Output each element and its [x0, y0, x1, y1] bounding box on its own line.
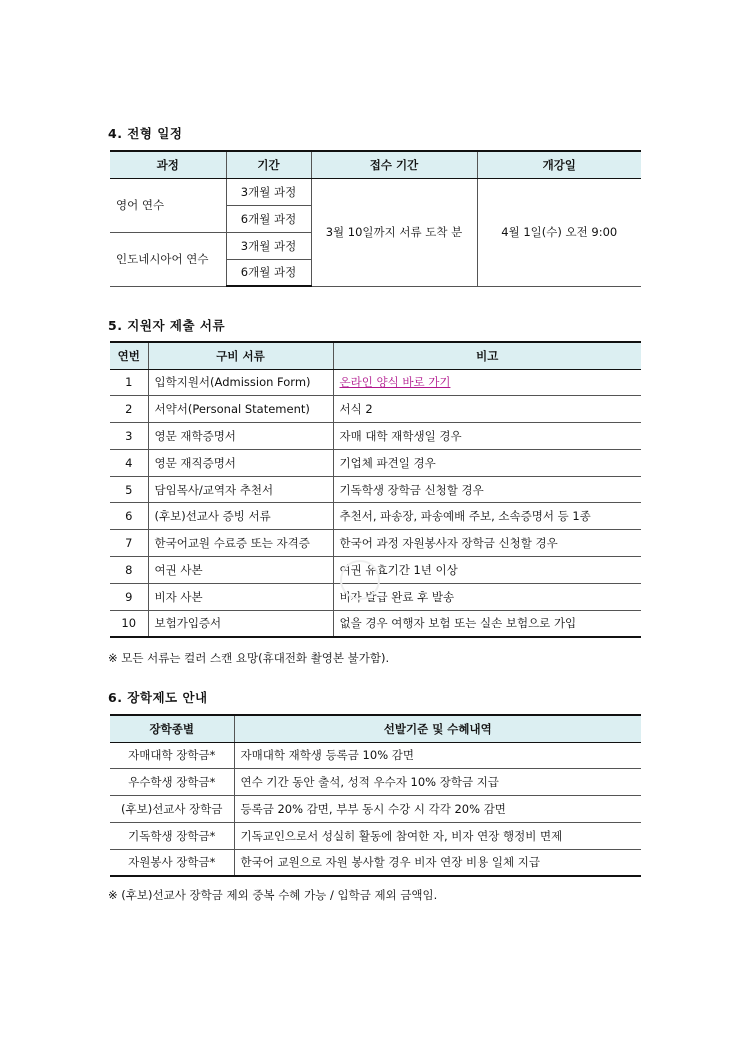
document-name: 여권 사본 [148, 557, 333, 584]
section-4-title: 4. 전형 일정 [108, 126, 183, 141]
table-row [110, 503, 641, 530]
remark-cell: 없을 경우 여행자 보험 또는 실손 보험으로 가입 [333, 610, 641, 637]
scholarship-type: 우수학생 장학금* [110, 769, 234, 796]
header-course: 과정 [110, 151, 226, 178]
table-row [110, 369, 641, 396]
remark-cell: 비자 발급 완료 후 발송 [333, 583, 641, 610]
scholarship-footnote: ※ (후보)선교사 장학금 제외 중복 수혜 가능 / 입학금 제외 금액임. [108, 888, 438, 902]
document-name: 보험가입증서 [148, 610, 333, 637]
document-name: 비자 사본 [148, 583, 333, 610]
row-number: 8 [110, 557, 148, 584]
period-cell: 3개월 과정 [226, 178, 311, 205]
table-row [110, 610, 641, 637]
course-indonesian: 인도네시아어 연수 [110, 232, 226, 286]
section-6-title: 6. 장학제도 안내 [108, 690, 208, 705]
row-number: 7 [110, 530, 148, 557]
row-number: 10 [110, 610, 148, 637]
schedule-table [110, 150, 641, 287]
table-row [110, 849, 641, 876]
scholarship-desc: 등록금 20% 감면, 부부 동시 수강 시 각각 20% 감면 [234, 796, 641, 823]
remark-cell: 기업체 파견일 경우 [333, 449, 641, 476]
row-number: 2 [110, 396, 148, 423]
remark-cell: 서식 2 [333, 396, 641, 423]
row-number: 4 [110, 449, 148, 476]
header-period: 기간 [226, 151, 311, 178]
section-5-title: 5. 지원자 제출 서류 [108, 318, 226, 333]
document-name: 영문 재학증명서 [148, 423, 333, 450]
header-start-date: 개강일 [477, 151, 641, 178]
period-cell: 3개월 과정 [226, 232, 311, 259]
row-number: 6 [110, 503, 148, 530]
row-number: 1 [110, 369, 148, 396]
course-english: 영어 연수 [110, 178, 226, 232]
watermark-logo [340, 560, 380, 600]
remark-cell: 한국어 과정 자원봉사자 장학금 신청할 경우 [333, 530, 641, 557]
header-scholarship-type: 장학종별 [110, 715, 234, 742]
table-row [110, 423, 641, 450]
document-name: 영문 재직증명서 [148, 449, 333, 476]
scholarship-desc: 연수 기간 동안 출석, 성적 우수자 10% 장학금 지급 [234, 769, 641, 796]
table-row [110, 476, 641, 503]
table-row [110, 796, 641, 823]
table-row [110, 449, 641, 476]
remark-cell: 여권 유효기간 1년 이상 [333, 557, 641, 584]
scholarship-type: 기독학생 장학금* [110, 822, 234, 849]
remark-cell: 추천서, 파송장, 파송예배 주보, 소속증명서 등 1종 [333, 503, 641, 530]
document-name: 담임목사/교역자 추천서 [148, 476, 333, 503]
remark-cell: 자매 대학 재학생일 경우 [333, 423, 641, 450]
row-number: 3 [110, 423, 148, 450]
document-name: (후보)선교사 증빙 서류 [148, 503, 333, 530]
scholarship-type: 자원봉사 장학금* [110, 849, 234, 876]
documents-table [110, 341, 641, 638]
scholarship-desc: 한국어 교원으로 자원 봉사할 경우 비자 연장 비용 일체 지급 [234, 849, 641, 876]
period-cell: 6개월 과정 [226, 259, 311, 286]
header-criteria: 선발기준 및 수혜내역 [234, 715, 641, 742]
table-row [110, 396, 641, 423]
deadline-cell: 3월 10일까지 서류 도착 분 [311, 178, 477, 286]
document-name: 한국어교원 수료증 또는 자격증 [148, 530, 333, 557]
documents-footnote: ※ 모든 서류는 컬러 스캔 요망(휴대전화 촬영본 불가함). [108, 651, 390, 665]
header-application-period: 접수 기간 [311, 151, 477, 178]
table-row [110, 742, 641, 769]
document-name: 입학지원서(Admission Form) [148, 369, 333, 396]
scholarship-table [110, 714, 641, 877]
period-cell: 6개월 과정 [226, 205, 311, 232]
start-date-cell: 4월 1일(수) 오전 9:00 [477, 178, 641, 286]
row-number: 9 [110, 583, 148, 610]
remark-cell [333, 369, 641, 396]
document-name: 서약서(Personal Statement) [148, 396, 333, 423]
table-row [110, 769, 641, 796]
scholarship-desc: 기독교인으로서 성실히 활동에 참여한 자, 비자 연장 행정비 면제 [234, 822, 641, 849]
scholarship-desc: 자매대학 재학생 등록금 10% 감면 [234, 742, 641, 769]
header-remarks: 비고 [333, 342, 641, 369]
table-row [110, 822, 641, 849]
online-form-link[interactable]: 온라인 양식 바로 가기 [339, 375, 451, 390]
remark-cell: 기독학생 장학금 신청할 경우 [333, 476, 641, 503]
header-document: 구비 서류 [148, 342, 333, 369]
row-number: 5 [110, 476, 148, 503]
table-row [110, 530, 641, 557]
scholarship-type: 자매대학 장학금* [110, 742, 234, 769]
scholarship-type: (후보)선교사 장학금 [110, 796, 234, 823]
header-number: 연번 [110, 342, 148, 369]
